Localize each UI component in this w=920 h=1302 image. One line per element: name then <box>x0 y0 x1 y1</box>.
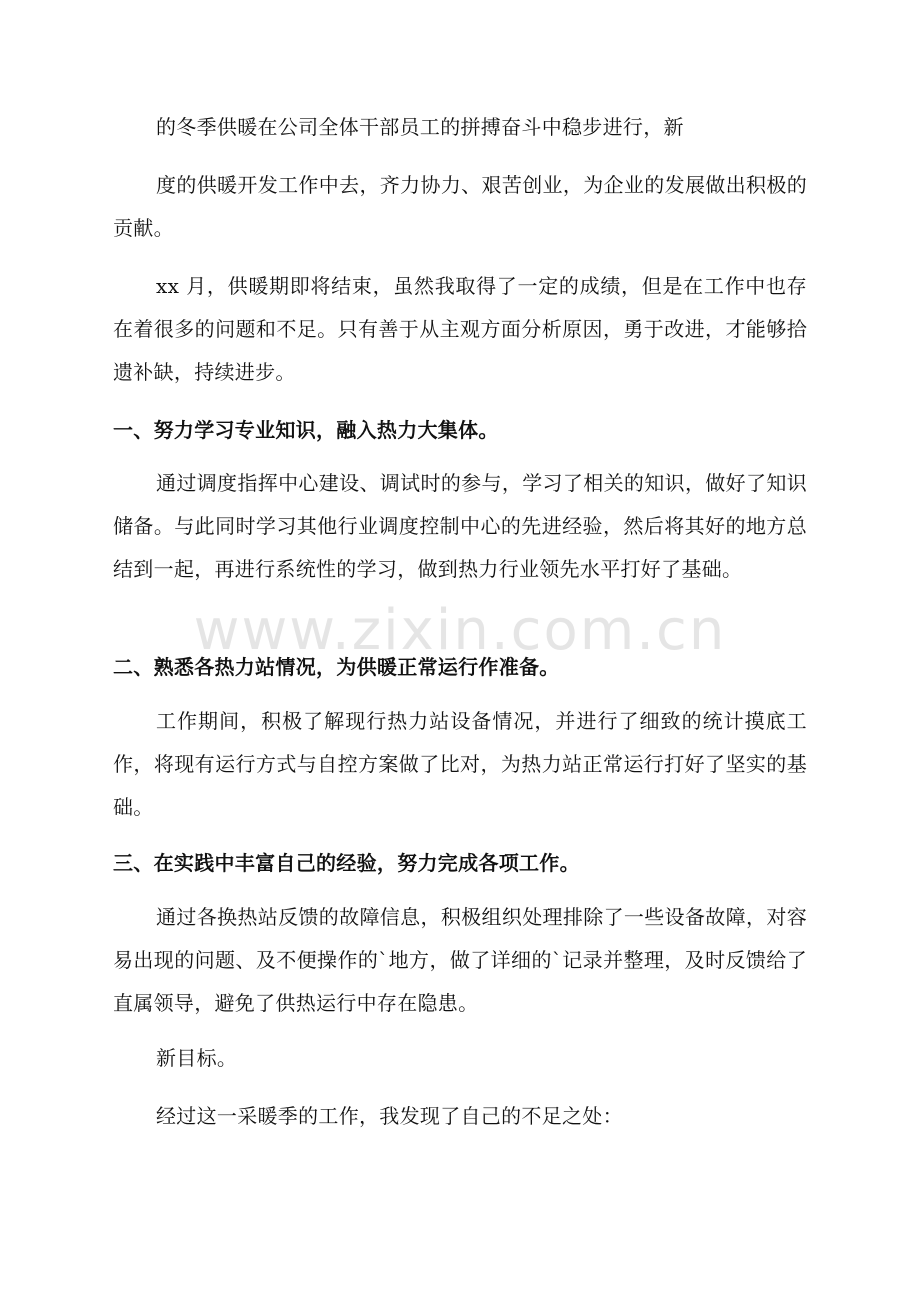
section-heading-1: 一、努力学习专业知识，融入热力大集体。 <box>113 418 499 442</box>
paragraph-closing-1: 新目标。 <box>156 1046 238 1070</box>
section-body-2: 工作期间，积极了解现行热力站设备情况，并进行了细致的统计摸底工作，将现有运行方式与自控方案做了比对，为热力站正常运行打好了坚实的基础。 <box>113 709 807 819</box>
watermark-text: www.zixin.com.cn <box>193 598 727 663</box>
paragraph-closing-2: 经过这一采暖季的工作，我发现了自己的不足之处： <box>156 1104 623 1128</box>
section-body-3: 通过各换热站反馈的故障信息，积极组织处理排除了一些设备故障，对容易出现的问题、及不便操作的`地方，做了详细的`记录并整理，及时反馈给了直属领导，避免了供热运行中存在隐患。 <box>113 905 807 1015</box>
paragraph-intro-2: 度的供暖开发工作中去，齐力协力、艰苦创业，为企业的发展做出积极的贡献。 <box>113 173 807 240</box>
paragraph-intro-1: 的冬季供暖在公司全体干部员工的拼搏奋斗中稳步进行，新 <box>156 115 684 139</box>
section-heading-3: 三、在实践中丰富自己的经验，努力完成各项工作。 <box>113 851 580 875</box>
paragraph-intro-3: xx 月，供暖期即将结束，虽然我取得了一定的成绩，但是在工作中也存在着很多的问题和不足。只有善于从主观方面分析原因，勇于改进，才能够拾遗补缺，持续进步。 <box>113 274 807 384</box>
section-heading-2: 二、熟悉各热力站情况，为供暖正常运行作准备。 <box>113 655 560 679</box>
section-body-1: 通过调度指挥中心建设、调试时的参与，学习了相关的知识，做好了知识储备。与此同时学习其他行业调度控制中心的先进经验，然后将其好的地方总结到一起，再进行系统性的学习，做到热力行业领先水平打好了基础。 <box>113 471 807 581</box>
